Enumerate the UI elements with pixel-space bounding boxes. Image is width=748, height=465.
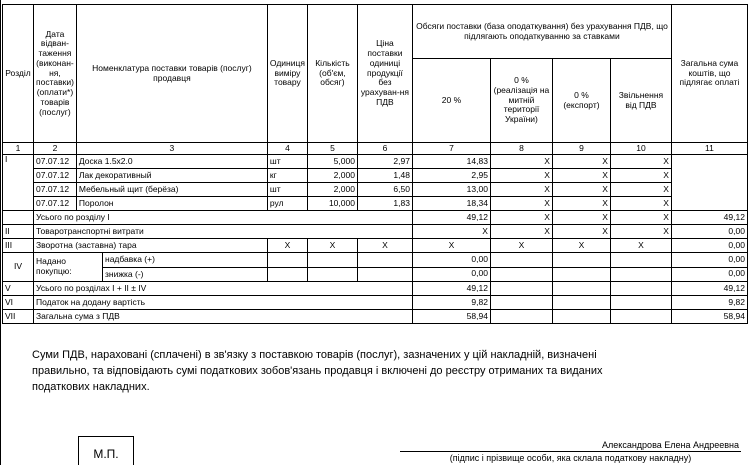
col-number: 4 xyxy=(267,143,307,155)
section-roman: VI xyxy=(3,296,34,310)
invoice-table xyxy=(2,4,748,324)
section-roman: I xyxy=(3,155,34,211)
markup-label: надбавка (+) xyxy=(103,253,267,268)
item-date: 07.07.12 xyxy=(34,197,77,211)
item-x: X xyxy=(552,155,610,169)
header-volumes-group: Обсяги поставки (база оподаткування) без урахування ПДВ, що підлягають оподаткуванню за ставками xyxy=(412,5,671,59)
item-row xyxy=(3,197,748,211)
col-number: 9 xyxy=(552,143,610,155)
col-number: 11 xyxy=(671,143,747,155)
empty-cell xyxy=(267,253,307,268)
grand-total-total: 58,94 xyxy=(671,310,747,324)
item-quantity: 5,000 xyxy=(307,155,357,169)
item-unit: кг xyxy=(267,169,307,183)
markup-total: 0,00 xyxy=(671,253,747,268)
transport-x: X xyxy=(412,225,490,239)
empty-cell xyxy=(267,267,307,282)
item-quantity: 2,000 xyxy=(307,183,357,197)
transport-x: X xyxy=(490,225,552,239)
item-amount: 14,83 xyxy=(412,155,490,169)
discount-total: 0,00 xyxy=(671,267,747,282)
tara-x: X xyxy=(307,239,357,253)
subtotal-label: Усього по розділу І xyxy=(34,211,413,225)
tara-x: X xyxy=(490,239,552,253)
header-price: Ціна поставки одиниці продукції без урахуван-ня ПДВ xyxy=(357,5,412,143)
section-roman: IV xyxy=(3,253,34,282)
col-number: 7 xyxy=(412,143,490,155)
total-sections-total: 49,12 xyxy=(671,282,747,296)
item-price: 1,83 xyxy=(357,197,412,211)
header-section: Розділ xyxy=(3,5,34,143)
header-total: Загальна сума коштів, що підлягає оплаті xyxy=(671,5,747,143)
item-x: X xyxy=(490,197,552,211)
header-exempt: Звільнення від ПДВ xyxy=(610,59,671,143)
empty-cell xyxy=(610,310,671,324)
subtotal-x: X xyxy=(552,211,610,225)
section4-sub xyxy=(102,253,267,281)
header-rate-20: 20 % xyxy=(412,59,490,143)
tara-row xyxy=(3,239,748,253)
col-number: 1 xyxy=(3,143,34,155)
total-sections-row xyxy=(3,282,748,296)
grand-total-row xyxy=(3,310,748,324)
vat-row xyxy=(3,296,748,310)
stamp-box: М.П. xyxy=(78,436,134,465)
item-date: 07.07.12 xyxy=(34,155,77,169)
item-date: 07.07.12 xyxy=(34,169,77,183)
item-row xyxy=(3,169,748,183)
left-border-line xyxy=(0,0,1,465)
subtotal-x: X xyxy=(610,211,671,225)
item-x: X xyxy=(552,169,610,183)
col-number: 2 xyxy=(34,143,77,155)
tara-x: X xyxy=(552,239,610,253)
empty-cell xyxy=(610,253,671,268)
empty-cell xyxy=(490,310,552,324)
item-total-empty xyxy=(671,155,747,211)
empty-cell xyxy=(552,267,610,282)
empty-cell xyxy=(552,253,610,268)
tara-x: X xyxy=(610,239,671,253)
signature-line xyxy=(400,451,741,452)
column-numbers-row xyxy=(3,143,748,155)
col-number: 6 xyxy=(357,143,412,155)
tara-x: X xyxy=(357,239,412,253)
subtotal-amount: 49,12 xyxy=(412,211,490,225)
item-unit: рул xyxy=(267,197,307,211)
empty-cell xyxy=(490,253,552,268)
item-name: Лак декоративный xyxy=(76,169,267,183)
header-unit: Одиниця виміру товару xyxy=(267,5,307,143)
item-amount: 2,95 xyxy=(412,169,490,183)
item-x: X xyxy=(610,183,671,197)
markup-amount: 0,00 xyxy=(412,253,490,268)
item-price: 6,50 xyxy=(357,183,412,197)
item-amount: 13,00 xyxy=(412,183,490,197)
item-x: X xyxy=(490,183,552,197)
item-quantity: 10,000 xyxy=(307,197,357,211)
item-date: 07.07.12 xyxy=(34,183,77,197)
item-name: Поролон xyxy=(76,197,267,211)
transport-x: X xyxy=(552,225,610,239)
item-unit: шт xyxy=(267,155,307,169)
item-row xyxy=(3,155,748,169)
empty-cell xyxy=(307,267,357,282)
tara-total: 0,00 xyxy=(671,239,747,253)
header-nomenclature: Номенклатура поставки товарів (послуг) продавця xyxy=(76,5,267,143)
item-unit: шт xyxy=(267,183,307,197)
item-row xyxy=(3,183,748,197)
col-number: 8 xyxy=(490,143,552,155)
section-roman: III xyxy=(3,239,34,253)
item-name: Мебельный щит (берёза) xyxy=(76,183,267,197)
item-x: X xyxy=(552,197,610,211)
col-number: 3 xyxy=(76,143,267,155)
transport-total: 0,00 xyxy=(671,225,747,239)
col-number: 5 xyxy=(307,143,357,155)
section-roman: II xyxy=(3,225,34,239)
header-rate-0-export: 0 % (експорт) xyxy=(552,59,610,143)
item-x: X xyxy=(490,169,552,183)
transport-label: Товаротранспортні витрати xyxy=(34,225,413,239)
empty-cell xyxy=(610,282,671,296)
section4-cell xyxy=(34,253,268,282)
total-sections-label: Усього по розділах І + ІІ ± IV xyxy=(34,282,413,296)
section-roman: VII xyxy=(3,310,34,324)
item-x: X xyxy=(610,169,671,183)
item-price: 2,97 xyxy=(357,155,412,169)
transport-row xyxy=(3,225,748,239)
tara-label: Зворотна (заставна) тара xyxy=(34,239,268,253)
vat-label: Податок на додану вартість xyxy=(34,296,413,310)
empty-cell xyxy=(357,267,412,282)
tara-x: X xyxy=(267,239,307,253)
item-x: X xyxy=(490,155,552,169)
item-x: X xyxy=(610,155,671,169)
header-quantity: Кількість (об'єм, обсяг) xyxy=(307,5,357,143)
empty-cell xyxy=(610,267,671,282)
empty-cell xyxy=(490,296,552,310)
empty-cell xyxy=(610,296,671,310)
empty-cell xyxy=(552,310,610,324)
item-amount: 18,34 xyxy=(412,197,490,211)
empty-cell xyxy=(552,296,610,310)
empty-cell xyxy=(357,253,412,268)
vat-total: 9,82 xyxy=(671,296,747,310)
empty-cell xyxy=(552,282,610,296)
grand-total-amount: 58,94 xyxy=(412,310,490,324)
tara-x: X xyxy=(412,239,490,253)
subtotal-x: X xyxy=(490,211,552,225)
item-x: X xyxy=(552,183,610,197)
col-number: 10 xyxy=(610,143,671,155)
empty-cell xyxy=(307,253,357,268)
signature-caption: (підпис і прізвище особи, яка склала податкову накладну) xyxy=(449,453,692,463)
subtotal-row xyxy=(3,211,748,225)
transport-x: X xyxy=(610,225,671,239)
header-date: Дата відван-таження (виконан-ня, поставки) (оплати*) товарів (послуг) xyxy=(34,5,77,143)
item-x: X xyxy=(610,197,671,211)
item-quantity: 2,000 xyxy=(307,169,357,183)
empty-cell xyxy=(3,211,34,225)
markup-row xyxy=(3,253,748,268)
section-roman: V xyxy=(3,282,34,296)
discount-amount: 0,00 xyxy=(412,267,490,282)
item-name: Доска 1.5х2.0 xyxy=(76,155,267,169)
discount-label: знижка (-) xyxy=(105,268,144,279)
grand-total-label: Загальна сума з ПДВ xyxy=(34,310,413,324)
item-price: 1,48 xyxy=(357,169,412,183)
vat-amount: 9,82 xyxy=(412,296,490,310)
section4-label: Надано покупцю: xyxy=(36,256,72,276)
vat-declaration-note: Суми ПДВ, нараховані (сплачені) в зв'язку з поставкою товарів (послуг), зазначених у цій накладній, визначені правильно, та відповідають сумі податкових зобов'язань продавця і включені до реєстру отриманих та виданих податкових накладних. xyxy=(32,349,603,393)
header-rate-0-customs: 0 % (реалізація на митній території України) xyxy=(490,59,552,143)
empty-cell xyxy=(490,282,552,296)
total-sections-amount: 49,12 xyxy=(412,282,490,296)
empty-cell xyxy=(490,267,552,282)
signer-name: Александрова Елена Андреевна xyxy=(602,440,739,450)
subtotal-total: 49,12 xyxy=(671,211,747,225)
